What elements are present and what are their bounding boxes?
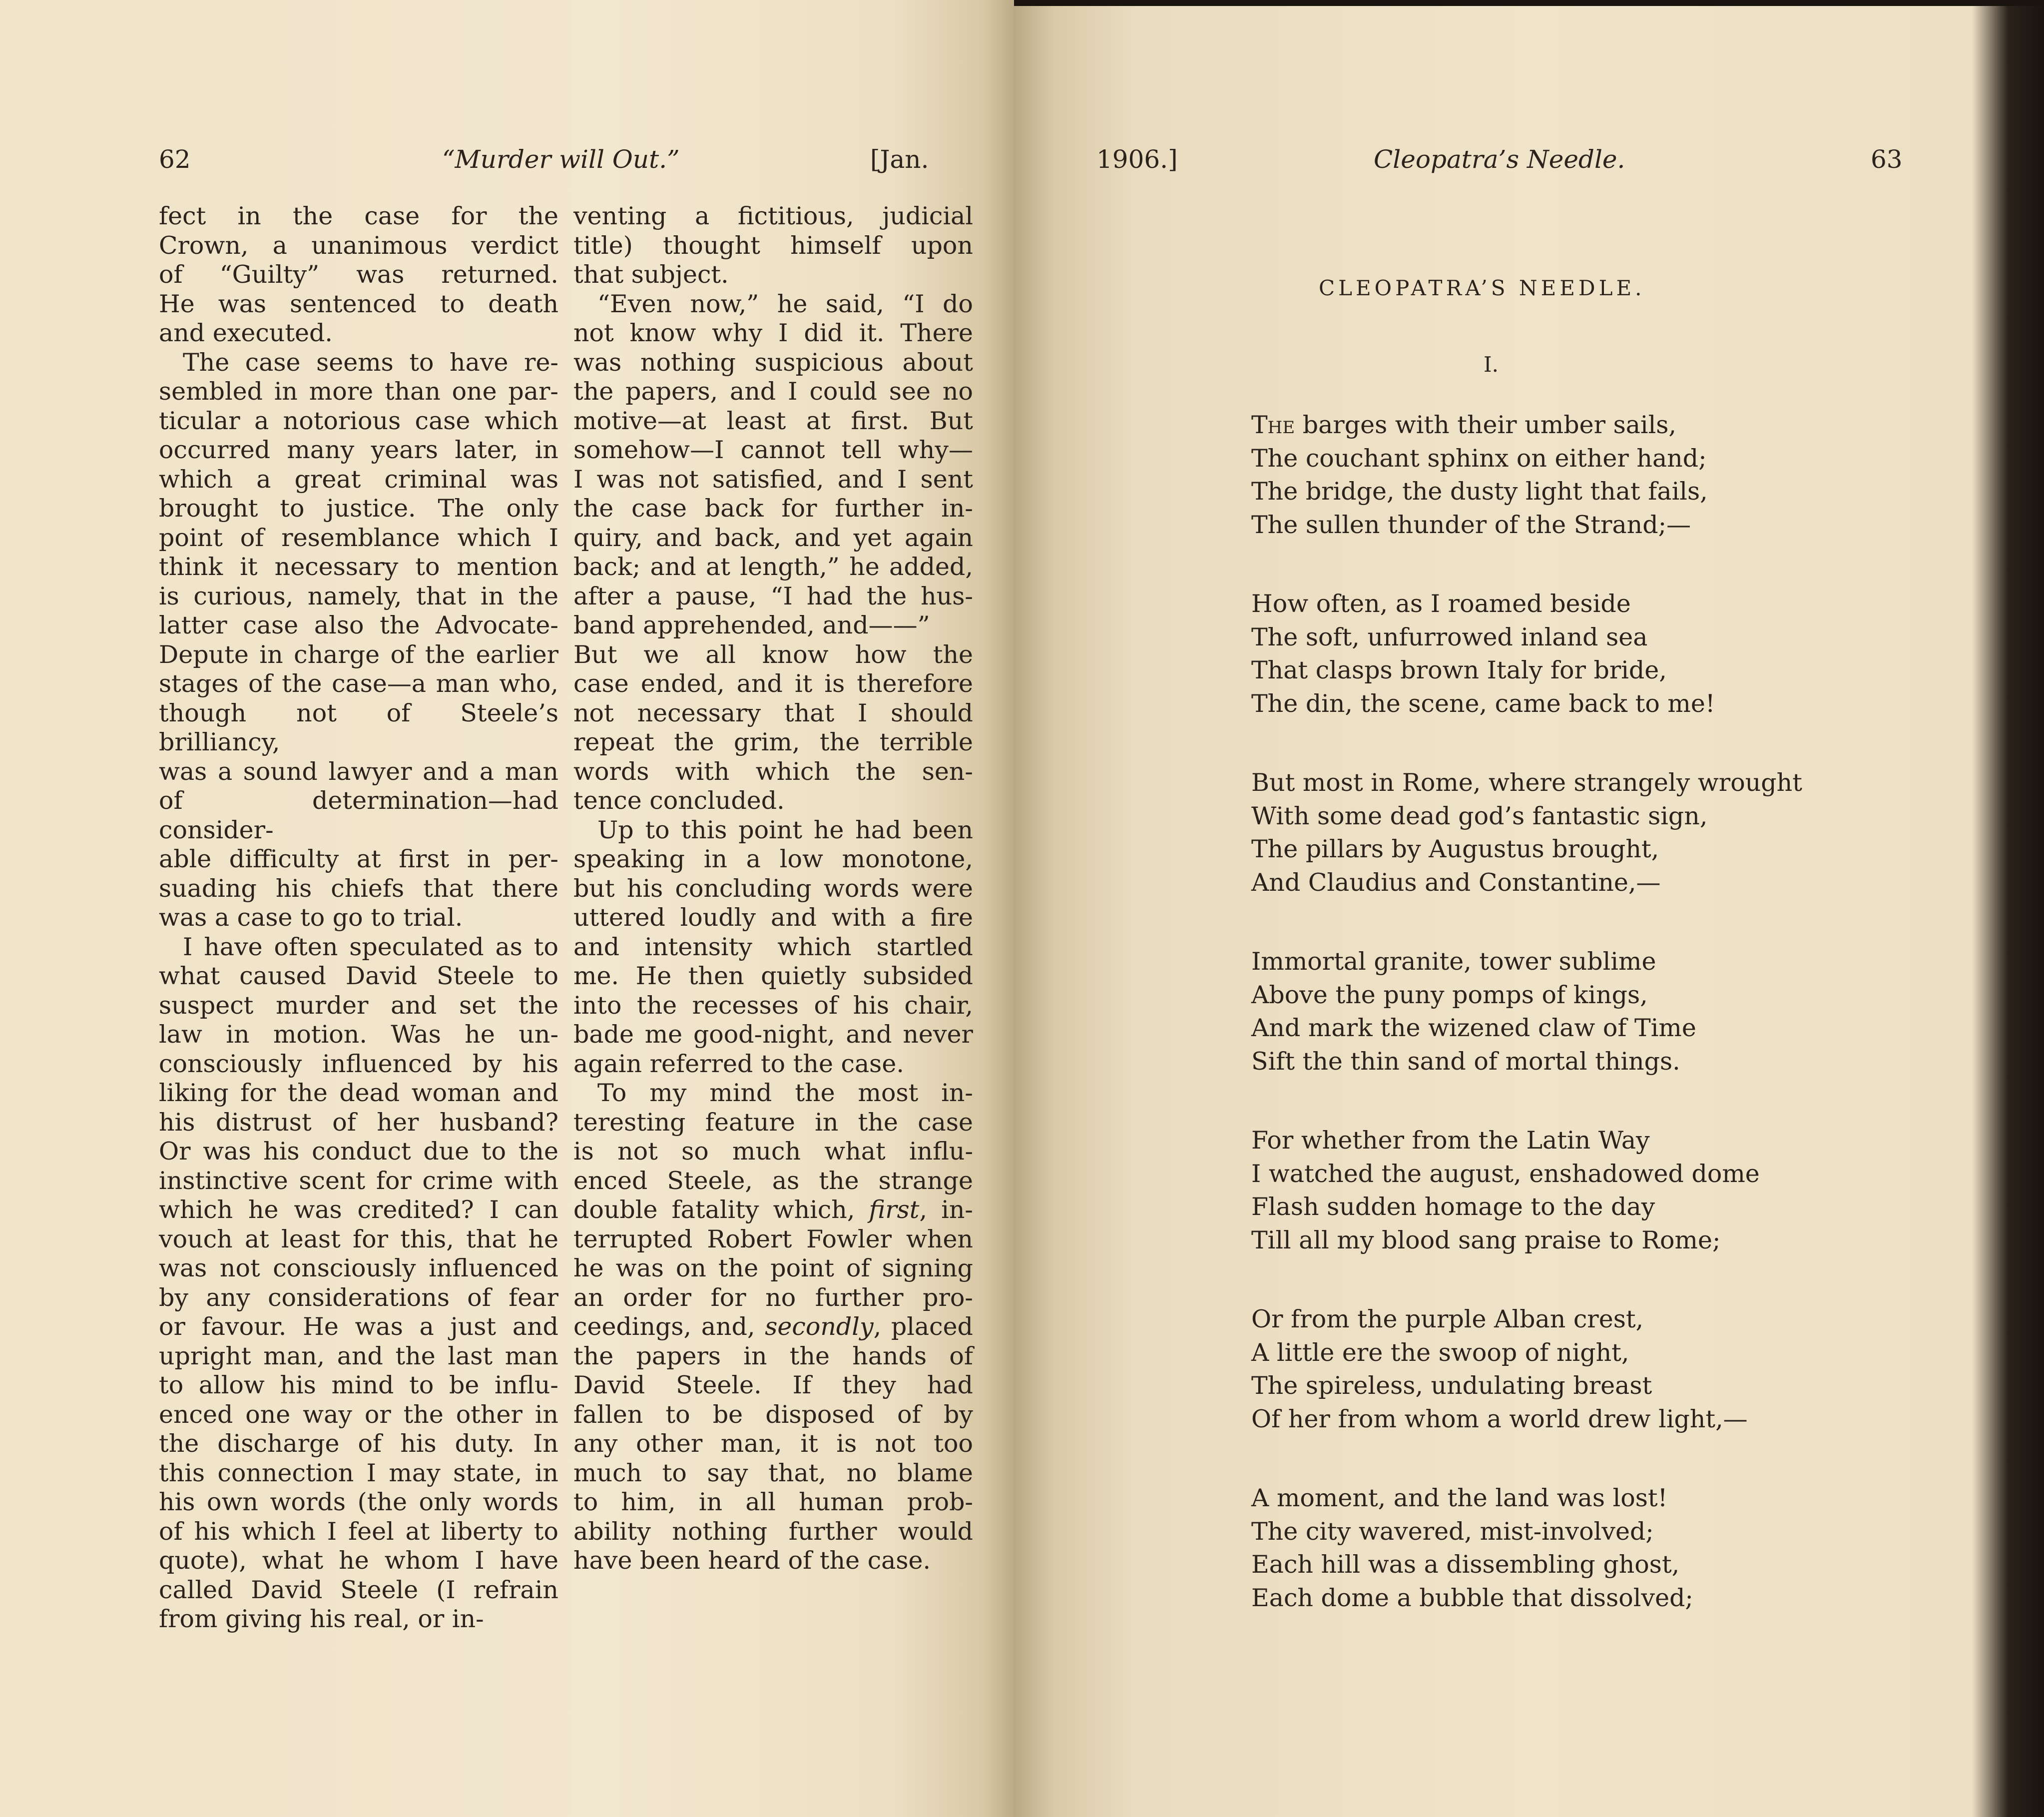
- text-line: is not so much what influ-: [573, 1137, 973, 1166]
- poem-line: The sullen thunder of the Strand;—: [1251, 510, 1691, 539]
- text-line: is curious, namely, that in the: [159, 582, 558, 610]
- text-line: of his which I feel at liberty to: [159, 1517, 558, 1546]
- poem-line: That clasps brown Italy for bride,: [1251, 656, 1667, 684]
- text-line: enced Steele, as the strange: [573, 1166, 973, 1195]
- text-line: what caused David Steele to: [159, 962, 558, 990]
- text-line: quiry, and back, and yet again: [573, 523, 973, 552]
- text-line: venting a fictitious, judicial: [573, 202, 973, 230]
- text-line: of determination—had consider-: [159, 786, 558, 844]
- text-line: have been heard of the case.: [573, 1546, 931, 1575]
- stanza: [1251, 588, 1715, 720]
- text-line: any other man, it is not too: [573, 1429, 973, 1458]
- text-line: words with which the sen-: [573, 757, 973, 786]
- poem-line: And mark the wizened claw of Time: [1251, 1014, 1696, 1042]
- text-column-1: [159, 202, 558, 1634]
- text-line: the case back for further in-: [573, 494, 973, 523]
- stanza: [1251, 1124, 1760, 1257]
- text-line: was a sound lawyer and a man: [159, 757, 558, 786]
- text-line: Or was his conduct due to the: [159, 1137, 558, 1166]
- text-line: much to say that, no blame: [573, 1458, 973, 1487]
- text-line: point of resemblance which I: [159, 523, 558, 552]
- text-line: “Even now,” he said, “I do: [597, 289, 973, 318]
- text-line: somehow—I cannot tell why—: [573, 436, 973, 464]
- poem-line: A moment, and the land was lost!: [1251, 1484, 1668, 1512]
- text-line: though not of Steele’s brilliancy,: [159, 698, 558, 756]
- text-line: occurred many years later, in: [159, 436, 558, 464]
- text-line: which he was credited? I can: [159, 1196, 558, 1224]
- page-number-right: 63: [1871, 145, 1903, 174]
- text-line: fallen to be disposed of by: [573, 1400, 973, 1429]
- text-line: tence concluded.: [573, 786, 785, 815]
- text-line: enced one way or the other in: [159, 1400, 558, 1429]
- text-line: bade me good-night, and never: [573, 1020, 973, 1049]
- text-line: or favour. He was a just and: [159, 1312, 558, 1341]
- text-line: sembled in more than one par-: [159, 377, 558, 406]
- text-line: liking for the dead woman and: [159, 1079, 558, 1107]
- text-line: upright man, and the last man: [159, 1341, 558, 1370]
- text-line: motive—at least at first. But: [573, 406, 973, 435]
- poem-line: Of her from whom a world drew light,—: [1251, 1404, 1748, 1433]
- text-line: Depute in charge of the earlier: [159, 640, 558, 669]
- poem-line: With some dead god’s fantastic sign,: [1251, 801, 1708, 830]
- text-line: not necessary that I should: [573, 698, 973, 727]
- text-line: suading his chiefs that there: [159, 874, 558, 903]
- text-line: David Steele. If they had: [573, 1371, 973, 1399]
- text-line: the papers, and I could see no: [573, 377, 973, 406]
- text-line: the papers in the hands of: [573, 1341, 973, 1370]
- text-line: after a pause, “I had the hus-: [573, 582, 973, 610]
- text-line: title) thought himself upon: [573, 231, 973, 260]
- running-title-right: Cleopatra’s Needle.: [1374, 145, 1625, 174]
- poem-line: Each hill was a dissembling ghost,: [1251, 1550, 1680, 1579]
- text-line: and intensity which startled: [573, 932, 973, 961]
- text-line: band apprehended, and——”: [573, 611, 930, 639]
- text-line: he was on the point of signing: [573, 1254, 973, 1282]
- text-column-2: [573, 202, 973, 1576]
- text-line: was not consciously influenced: [159, 1254, 558, 1282]
- text-line: the discharge of his duty. In: [159, 1429, 558, 1458]
- text-line: stages of the case—a man who,: [159, 669, 558, 698]
- text-line: consciously influenced by his: [159, 1049, 558, 1078]
- text-line: He was sentenced to death: [159, 289, 558, 318]
- text-line: Crown, a unanimous verdict: [159, 231, 558, 260]
- text-line: called David Steele (I refrain: [159, 1575, 558, 1604]
- text-line: Up to this point he had been: [597, 815, 973, 844]
- text-line: speaking in a low monotone,: [573, 845, 973, 873]
- text-line: case ended, and it is therefore: [573, 669, 973, 698]
- stanza: [1251, 1482, 1693, 1615]
- poem-line: Each dome a bubble that dissolved;: [1251, 1583, 1693, 1612]
- text-line: suspect murder and set the: [159, 991, 558, 1020]
- text-line: to him, in all human prob-: [573, 1488, 973, 1516]
- running-date-left: [Jan.: [870, 145, 929, 174]
- text-line: not know why I did it. There: [573, 319, 973, 347]
- poem-line: The bridge, the dusty light that fails,: [1251, 477, 1708, 506]
- poem-line: For whether from the Latin Way: [1251, 1126, 1650, 1155]
- stanza: [1251, 766, 1802, 899]
- poem-line: Or from the purple Alban crest,: [1251, 1305, 1644, 1333]
- text-line: brought to justice. The only: [159, 494, 558, 523]
- poem-line: And Claudius and Constantine,—: [1251, 868, 1661, 897]
- poem-line: I watched the august, enshadowed dome: [1251, 1159, 1760, 1188]
- poem-line: The soft, unfurrowed inland sea: [1251, 622, 1648, 651]
- stanza: [1251, 1303, 1748, 1436]
- stanza: [1251, 945, 1696, 1078]
- text-line: an order for no further pro-: [573, 1283, 973, 1312]
- text-line: The case seems to have re-: [183, 348, 558, 377]
- text-line: instinctive scent for crime with: [159, 1166, 558, 1195]
- poem-line: The couchant sphinx on either hand;: [1251, 444, 1707, 473]
- text-line: to allow his mind to be influ-: [159, 1371, 558, 1399]
- text-line: think it necessary to mention: [159, 553, 558, 581]
- text-line: into the recesses of his chair,: [573, 991, 973, 1020]
- text-line: To my mind the most in-: [597, 1079, 973, 1107]
- poem-line: The spireless, undulating breast: [1251, 1371, 1652, 1400]
- text-line: double fatality which, first, in-: [573, 1196, 973, 1224]
- page-number-left: 62: [159, 145, 191, 174]
- text-line: law in motion. Was he un-: [159, 1020, 558, 1049]
- text-line: from giving his real, or in-: [159, 1605, 484, 1633]
- text-line: uttered loudly and with a fire: [573, 903, 973, 932]
- poem-line: The barges with their umber sails,: [1251, 411, 1676, 439]
- running-date-right: 1906.]: [1096, 145, 1178, 174]
- text-line: of “Guilty” was returned.: [159, 260, 558, 289]
- text-line: was a case to go to trial.: [159, 903, 463, 932]
- poem-line: Sift the thin sand of mortal things.: [1251, 1047, 1680, 1076]
- text-line: But we all know how the: [573, 640, 973, 669]
- running-title-left: “Murder will Out.”: [442, 145, 680, 174]
- poem-title: CLEOPATRA’S NEEDLE.: [1319, 276, 1645, 300]
- text-line: vouch at least for this, that he: [159, 1224, 558, 1253]
- text-line: and executed.: [159, 319, 333, 347]
- poem-line: Above the puny pomps of kings,: [1251, 980, 1648, 1009]
- poem-line: A little ere the swoop of night,: [1251, 1338, 1629, 1367]
- poem-line: How often, as I roamed beside: [1251, 590, 1631, 618]
- text-line: this connection I may state, in: [159, 1458, 558, 1487]
- poem-line: Till all my blood sang praise to Rome;: [1251, 1225, 1721, 1254]
- section-numeral: I.: [1484, 352, 1499, 377]
- text-line: terrupted Robert Fowler when: [573, 1224, 973, 1253]
- text-line: ability nothing further would: [573, 1517, 973, 1546]
- text-line: latter case also the Advocate-: [159, 611, 558, 639]
- poem-line: The city wavered, mist-involved;: [1251, 1517, 1654, 1546]
- poem-first-word: The: [1251, 411, 1295, 439]
- text-line: I have often speculated as to: [183, 932, 558, 961]
- text-line: by any considerations of fear: [159, 1283, 558, 1312]
- text-line: which a great criminal was: [159, 465, 558, 494]
- text-line: able difficulty at first in per-: [159, 845, 558, 873]
- poem-line: But most in Rome, where strangely wrought: [1251, 768, 1802, 797]
- poem-line: The pillars by Augustus brought,: [1251, 835, 1659, 863]
- text-line: was nothing suspicious about: [573, 348, 973, 377]
- poem-line: Flash sudden homage to the day: [1251, 1193, 1655, 1221]
- poem-line: Immortal granite, tower sublime: [1251, 947, 1656, 976]
- stanza: [1251, 409, 1708, 542]
- text-line: fect in the case for the: [159, 202, 558, 230]
- text-line: again referred to the case.: [573, 1049, 904, 1078]
- text-line: I was not satisfied, and I sent: [573, 465, 973, 494]
- poem-line: The din, the scene, came back to me!: [1251, 689, 1715, 718]
- text-line: repeat the grim, the terrible: [573, 728, 973, 756]
- text-line: ticular a notorious case which: [159, 406, 558, 435]
- left-page: [0, 0, 1014, 1817]
- text-line: that subject.: [573, 260, 729, 289]
- text-line: teresting feature in the case: [573, 1108, 973, 1137]
- text-line: his own words (the only words: [159, 1488, 558, 1516]
- text-line: but his concluding words were: [573, 874, 973, 903]
- text-line: me. He then quietly subsided: [573, 962, 973, 990]
- text-line: back; and at length,” he added,: [573, 553, 973, 581]
- text-line: his distrust of her husband?: [159, 1108, 558, 1137]
- text-line: ceedings, and, secondly, placed: [573, 1312, 973, 1341]
- text-line: quote), what he whom I have: [159, 1546, 558, 1575]
